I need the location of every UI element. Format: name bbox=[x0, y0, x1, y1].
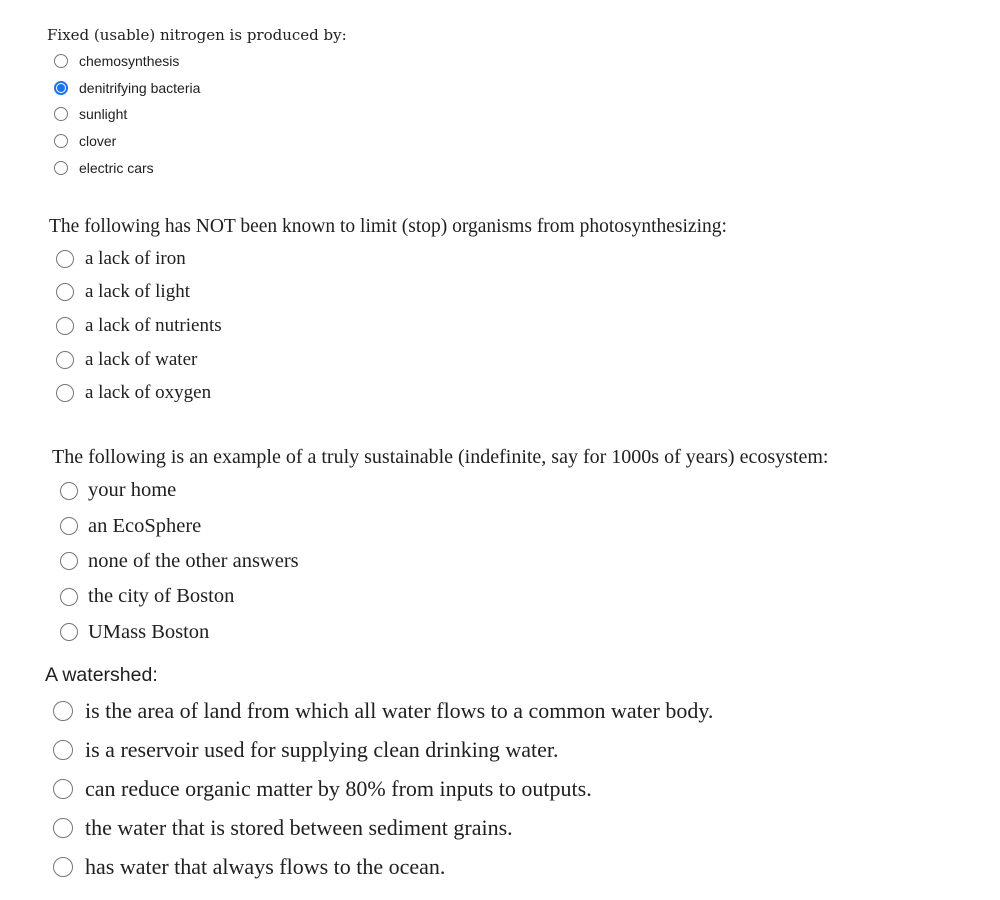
q4-option-1[interactable] bbox=[53, 692, 713, 731]
q2-option-4[interactable] bbox=[56, 343, 727, 377]
option-label: a lack of nutrients bbox=[85, 314, 222, 336]
option-label: none of the other answers bbox=[88, 549, 299, 572]
radio-button[interactable] bbox=[53, 779, 73, 799]
radio-button[interactable] bbox=[56, 283, 74, 301]
q2-option-1[interactable] bbox=[56, 242, 727, 276]
option-label: sunlight bbox=[79, 106, 128, 123]
q2-option-2[interactable] bbox=[56, 276, 727, 310]
question-2-text: The following has NOT been known to limit (stop) organisms from photosynthesizing: bbox=[49, 216, 727, 237]
radio-button[interactable] bbox=[56, 384, 74, 402]
option-label: clover bbox=[79, 133, 117, 150]
option-label: a lack of iron bbox=[85, 247, 186, 269]
radio-button-selected[interactable] bbox=[54, 81, 68, 95]
q3-option-5[interactable] bbox=[60, 615, 828, 650]
q1-option-1[interactable] bbox=[54, 48, 347, 75]
q2-option-5[interactable] bbox=[56, 376, 727, 410]
radio-button[interactable] bbox=[53, 857, 73, 877]
q3-option-3[interactable] bbox=[60, 544, 828, 579]
q3-option-1[interactable] bbox=[60, 473, 828, 508]
question-4-text: A watershed: bbox=[45, 664, 158, 686]
option-label: can reduce organic matter by 80% from inputs to outputs. bbox=[85, 775, 592, 801]
radio-button[interactable] bbox=[56, 250, 74, 268]
q3-option-2[interactable] bbox=[60, 508, 828, 543]
radio-button[interactable] bbox=[53, 701, 73, 721]
question-2 bbox=[49, 212, 727, 410]
q4-option-3[interactable] bbox=[53, 770, 713, 809]
q1-option-5[interactable] bbox=[54, 154, 347, 181]
question-4 bbox=[45, 658, 713, 886]
option-label: a lack of oxygen bbox=[85, 382, 212, 404]
option-label: electric cars bbox=[79, 159, 154, 176]
option-label: an EcoSphere bbox=[88, 514, 202, 537]
option-label: is the area of land from which all water flows to a common water body. bbox=[85, 698, 714, 724]
option-label: denitrifying bacteria bbox=[79, 79, 201, 96]
question-1-text: Fixed (usable) nitrogen is produced by: bbox=[47, 26, 347, 44]
radio-button[interactable] bbox=[60, 482, 78, 500]
radio-button[interactable] bbox=[54, 54, 68, 68]
option-label: your home bbox=[88, 479, 177, 502]
q4-option-4[interactable] bbox=[53, 808, 713, 847]
q1-option-3[interactable] bbox=[54, 101, 347, 128]
option-label: has water that always flows to the ocean. bbox=[85, 853, 446, 879]
radio-button[interactable] bbox=[53, 740, 73, 760]
option-label: UMass Boston bbox=[88, 620, 210, 643]
option-label: the city of Boston bbox=[88, 585, 235, 608]
radio-button[interactable] bbox=[60, 623, 78, 641]
question-1 bbox=[47, 22, 347, 181]
radio-button[interactable] bbox=[54, 134, 68, 148]
radio-button[interactable] bbox=[56, 317, 74, 335]
option-label: a lack of light bbox=[85, 281, 190, 303]
radio-button[interactable] bbox=[53, 818, 73, 838]
radio-button[interactable] bbox=[60, 588, 78, 606]
q2-option-3[interactable] bbox=[56, 309, 727, 343]
q4-option-2[interactable] bbox=[53, 731, 713, 770]
q3-option-4[interactable] bbox=[60, 579, 828, 614]
question-3 bbox=[52, 441, 828, 650]
option-label: the water that is stored between sediment grains. bbox=[85, 814, 513, 840]
q1-option-2[interactable] bbox=[54, 75, 347, 102]
question-3-text: The following is an example of a truly sustainable (indefinite, say for 1000s of years) ecosystem: bbox=[52, 446, 829, 468]
radio-button[interactable] bbox=[60, 552, 78, 570]
option-label: chemosynthesis bbox=[79, 53, 180, 70]
q1-option-4[interactable] bbox=[54, 128, 347, 155]
radio-button[interactable] bbox=[60, 517, 78, 535]
q4-option-5[interactable] bbox=[53, 847, 713, 886]
radio-button[interactable] bbox=[54, 107, 68, 121]
option-label: is a reservoir used for supplying clean drinking water. bbox=[85, 737, 559, 763]
radio-button[interactable] bbox=[56, 351, 74, 369]
radio-button[interactable] bbox=[54, 161, 68, 175]
option-label: a lack of water bbox=[85, 348, 198, 370]
